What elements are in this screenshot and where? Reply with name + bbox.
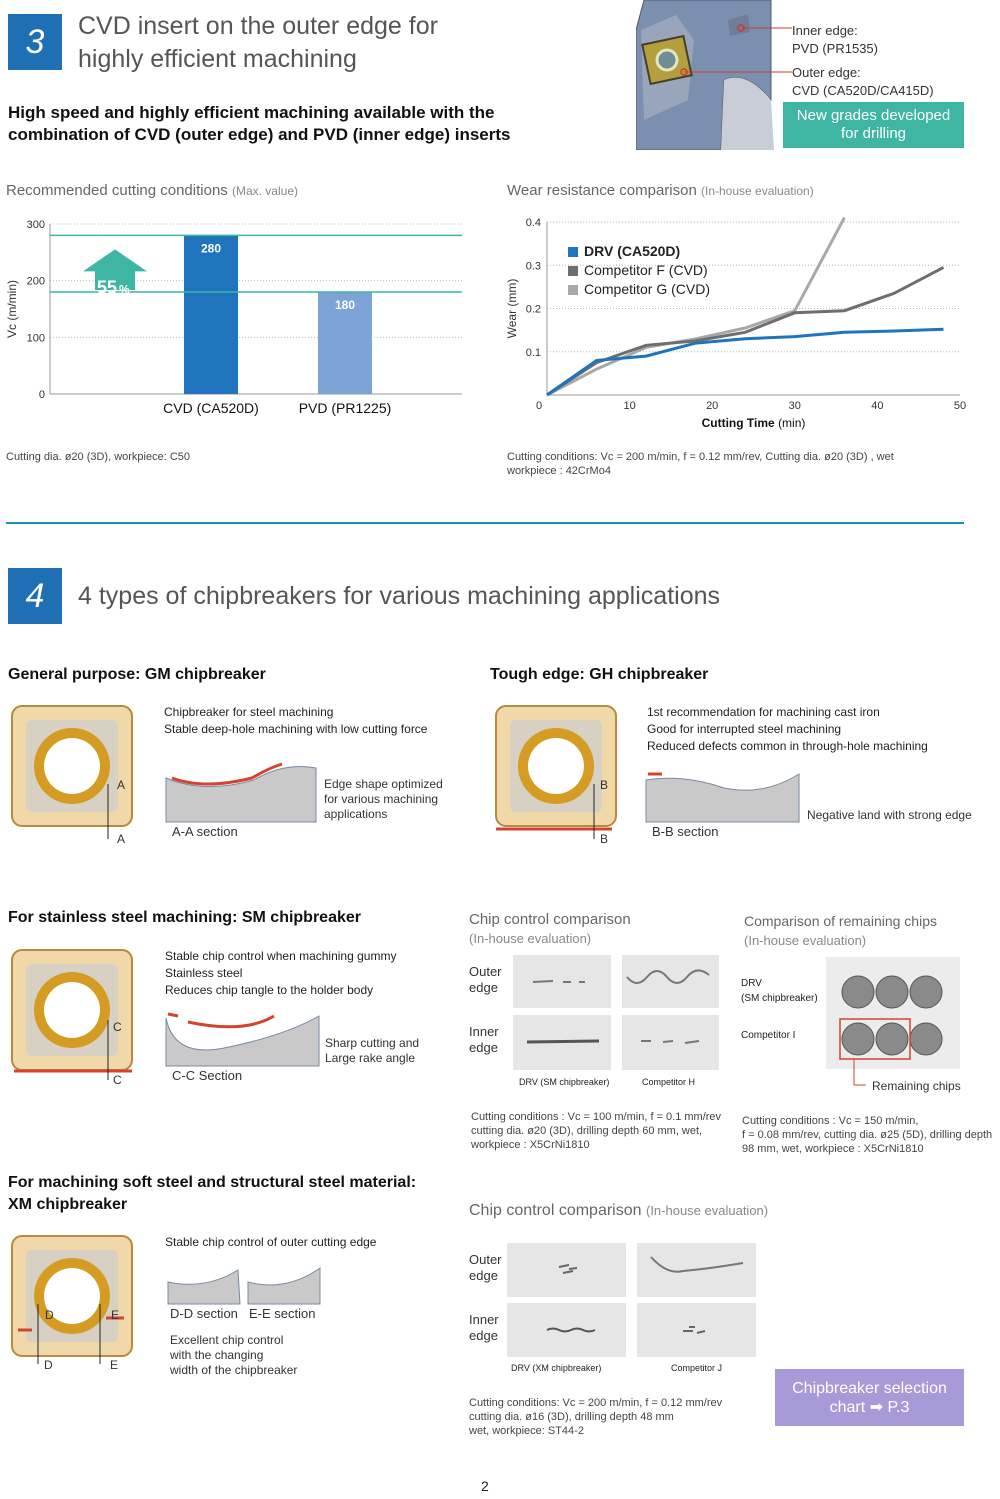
gh-desc-2: Good for interrupted steel machining bbox=[647, 722, 842, 736]
xm-heading bbox=[8, 1172, 416, 1216]
xm-heading-1: For machining soft steel and structural steel material: bbox=[8, 1174, 417, 1191]
section-3-title bbox=[78, 10, 438, 76]
increase-label: 55 bbox=[97, 277, 118, 298]
badge-line2: for drilling bbox=[840, 125, 907, 142]
x-axis-label-unit: (min) bbox=[778, 416, 806, 430]
sm-insert-image bbox=[10, 948, 140, 1088]
xm-note-1: Excellent chip control bbox=[170, 1333, 284, 1347]
x-tick-label: 10 bbox=[623, 400, 636, 412]
chart1-title: Recommended cutting conditions bbox=[6, 182, 228, 199]
y-tick-label: 200 bbox=[26, 275, 45, 288]
remain-subtitle: (In-house evaluation) bbox=[744, 933, 867, 948]
remain-note bbox=[742, 1114, 992, 1156]
chip-cmp-row1-a: Outer bbox=[469, 964, 502, 979]
selection-line1: Chipbreaker selection bbox=[792, 1380, 947, 1397]
chip-cmp2-note bbox=[469, 1396, 722, 1438]
chip-cmp2-title: Chip control comparison bbox=[469, 1202, 642, 1219]
x-tick-label: 30 bbox=[788, 400, 801, 412]
section-3-title-line2: highly efficient machining bbox=[78, 45, 357, 73]
chip-cmp2-row2 bbox=[469, 1312, 499, 1344]
new-grades-badge bbox=[783, 102, 964, 148]
section-number-3: 3 bbox=[8, 14, 62, 70]
x-tick-label: 40 bbox=[871, 400, 884, 412]
y-axis-label: Vc (m/min) bbox=[5, 280, 19, 338]
x-category-label: CVD (CA520D) bbox=[163, 400, 259, 416]
gm-note-1: Edge shape optimized bbox=[324, 777, 443, 791]
x-category-label: PVD (PR1225) bbox=[298, 400, 392, 416]
chip-cmp2-row2-a: Inner bbox=[469, 1312, 499, 1327]
y-tick-label: 0.3 bbox=[525, 260, 541, 273]
section-number-4: 4 bbox=[8, 568, 62, 624]
xm-section-d: D-D section bbox=[170, 1306, 238, 1321]
series-line bbox=[547, 329, 944, 395]
xm-section-e: E-E section bbox=[249, 1306, 316, 1321]
chip-cmp2-col1: DRV (XM chipbreaker) bbox=[511, 1363, 602, 1373]
gm-note-2: for various machining bbox=[324, 792, 439, 806]
chip-cmp-title: Chip control comparison bbox=[469, 911, 631, 928]
remain-row2: Competitor I bbox=[741, 1030, 796, 1041]
x-tick-label: 50 bbox=[953, 400, 967, 412]
xm-marker-d2: D bbox=[44, 1358, 53, 1372]
bar-chart bbox=[0, 212, 470, 422]
gm-note-3: applications bbox=[324, 807, 388, 821]
page-number: 2 bbox=[481, 1478, 489, 1494]
chip-cmp-subtitle: (In-house evaluation) bbox=[469, 931, 592, 946]
xm-description: Stable chip control of outer cutting edge bbox=[165, 1235, 377, 1249]
callout-lines bbox=[680, 20, 795, 80]
remain-row1 bbox=[741, 976, 818, 1006]
sm-marker-c1: C bbox=[113, 1020, 122, 1034]
gh-note: Negative land with strong edge bbox=[807, 808, 972, 822]
gm-heading: General purpose: GM chipbreaker bbox=[8, 666, 266, 683]
sm-section-profile bbox=[164, 1008, 322, 1068]
sm-heading: For stainless steel machining: SM chipbreaker bbox=[8, 909, 361, 926]
gh-marker-b1: B bbox=[600, 778, 609, 792]
chip-sketches-xm bbox=[507, 1243, 757, 1358]
chip-cmp-row2-a: Inner bbox=[469, 1024, 499, 1039]
callout-inner-edge bbox=[792, 22, 878, 58]
remain-note-2: f = 0.08 mm/rev, cutting dia. ø25 (5D), drilling depth bbox=[742, 1129, 993, 1141]
xm-marker-e2: E bbox=[110, 1358, 119, 1372]
sm-description bbox=[165, 948, 396, 999]
sm-note-1: Sharp cutting and bbox=[325, 1036, 420, 1050]
legend-swatch bbox=[568, 266, 578, 276]
gh-desc-3: Reduced defects common in through-hole machining bbox=[647, 739, 928, 753]
chip-cmp-note-1: Cutting conditions : Vc = 100 m/min, f = 0.1 mm/rev bbox=[471, 1111, 722, 1123]
gh-section-profile bbox=[644, 766, 802, 824]
sm-desc-2: Stainless steel bbox=[165, 966, 243, 980]
xm-heading-2: XM chipbreaker bbox=[8, 1196, 128, 1213]
chart1-note: Cutting dia. ø20 (3D), workpiece: C50 bbox=[6, 451, 191, 463]
gm-insert-image bbox=[10, 704, 140, 844]
legend-swatch bbox=[568, 285, 578, 295]
chip-cmp2-row1 bbox=[469, 1252, 502, 1284]
chip-cmp-note-3: workpiece : X5CrNi1810 bbox=[471, 1139, 590, 1151]
gm-section-label: A-A section bbox=[172, 824, 238, 839]
bar bbox=[184, 235, 238, 394]
chip-cmp2-note-3: wet, workpiece: ST44-2 bbox=[469, 1425, 584, 1437]
y-tick-label: 0.4 bbox=[525, 217, 541, 229]
x-tick-label: 0 bbox=[535, 400, 543, 412]
legend-label: Competitor F (CVD) bbox=[584, 262, 708, 278]
gm-section-profile bbox=[164, 758, 319, 824]
chip-cmp2-row1-a: Outer bbox=[469, 1252, 502, 1267]
remain-row1-b: (SM chipbreaker) bbox=[741, 993, 818, 1004]
gm-desc-2: Stable deep-hole machining with low cutting force bbox=[164, 722, 428, 736]
y-axis-label: Wear (mm) bbox=[505, 278, 519, 339]
chip-cmp-row2 bbox=[469, 1024, 499, 1056]
chip-cmp-heading bbox=[469, 910, 631, 948]
increase-unit: % bbox=[119, 282, 130, 297]
chip-cmp-col1: DRV (SM chipbreaker) bbox=[519, 1077, 610, 1087]
chip-cmp2-row2-b: edge bbox=[469, 1328, 498, 1343]
callout-outer-edge bbox=[792, 64, 934, 100]
section-divider bbox=[6, 522, 964, 524]
remain-note-3: 98 mm, wet, workpiece : X5CrNi1810 bbox=[742, 1143, 924, 1155]
chart1-heading bbox=[6, 182, 298, 199]
legend-label: DRV (CA520D) bbox=[584, 243, 681, 259]
remain-heading bbox=[744, 912, 937, 950]
chip-cmp-row1-b: edge bbox=[469, 980, 498, 995]
chip-cmp-note-2: cutting dia. ø20 (3D), drilling depth 60 mm, wet, bbox=[471, 1125, 703, 1137]
sm-note-2: Large rake angle bbox=[325, 1051, 416, 1065]
selection-line2: chart ➡ P.3 bbox=[829, 1399, 910, 1416]
sm-note bbox=[325, 1036, 419, 1066]
section-3-title-line1: CVD insert on the outer edge for bbox=[78, 12, 438, 40]
remaining-chips-photo bbox=[826, 957, 964, 1087]
chip-sketches-sm bbox=[513, 955, 719, 1070]
gm-marker-a2: A bbox=[117, 832, 126, 846]
lead-line1: High speed and highly efficient machining available with the bbox=[8, 103, 495, 122]
xm-insert-image bbox=[10, 1234, 140, 1374]
sm-marker-c2: C bbox=[113, 1073, 122, 1087]
chip-cmp-row1 bbox=[469, 964, 502, 996]
sm-desc-1: Stable chip control when machining gummy bbox=[165, 949, 397, 963]
sm-section-label: C-C Section bbox=[172, 1068, 243, 1083]
x-axis-label-text: Cutting Time bbox=[701, 416, 779, 430]
xm-marker-e1: E bbox=[111, 1308, 120, 1322]
section-4-title: 4 types of chipbreakers for various machining applications bbox=[78, 582, 721, 610]
xm-marker-d1: D bbox=[45, 1308, 54, 1322]
xm-note bbox=[170, 1333, 297, 1378]
bar-value-label: 280 bbox=[200, 241, 222, 256]
callout-inner-2: PVD (PR1535) bbox=[792, 41, 878, 56]
y-tick-label: 300 bbox=[26, 219, 45, 231]
bar-value-label: 180 bbox=[334, 298, 356, 312]
gh-heading: Tough edge: GH chipbreaker bbox=[490, 666, 709, 683]
chip-cmp2-note-1: Cutting conditions: Vc = 200 m/min, f = 0.12 mm/rev bbox=[469, 1397, 723, 1409]
chip-cmp2-row1-b: edge bbox=[469, 1268, 498, 1283]
xm-note-2: with the changing bbox=[170, 1348, 264, 1362]
chip-cmp-row2-b: edge bbox=[469, 1040, 498, 1055]
y-tick-label: 100 bbox=[26, 332, 45, 345]
gh-section-label: B-B section bbox=[652, 824, 719, 839]
callout-outer-1: Outer edge: bbox=[792, 65, 861, 80]
remain-row1-a: DRV bbox=[741, 978, 762, 989]
remain-title: Comparison of remaining chips bbox=[744, 913, 937, 929]
gm-note bbox=[324, 777, 443, 822]
chart2-heading bbox=[507, 182, 814, 199]
line-chart bbox=[500, 212, 970, 437]
chart2-subtitle: (In-house evaluation) bbox=[700, 184, 814, 198]
chipbreaker-selection-link[interactable] bbox=[775, 1369, 964, 1426]
gh-insert-image bbox=[494, 704, 624, 844]
section-3-lead bbox=[8, 102, 511, 146]
sm-desc-3: Reduces chip tangle to the holder body bbox=[165, 983, 374, 997]
y-tick-label: 0 bbox=[38, 389, 45, 401]
gh-marker-b2: B bbox=[600, 832, 609, 846]
callout-inner-1: Inner edge: bbox=[792, 23, 858, 38]
xm-note-3: width of the chipbreaker bbox=[170, 1363, 298, 1377]
chart2-note-2: workpiece : 42CrMo4 bbox=[507, 465, 611, 477]
chart2-note bbox=[507, 450, 894, 478]
legend-swatch bbox=[568, 247, 578, 257]
chip-cmp2-note-2: cutting dia. ø16 (3D), drilling depth 48 mm bbox=[469, 1411, 674, 1423]
chip-cmp2-subtitle: (In-house evaluation) bbox=[645, 1203, 769, 1218]
legend-label: Competitor G (CVD) bbox=[584, 281, 711, 297]
chip-cmp2-col2: Competitor J bbox=[671, 1363, 723, 1373]
chart2-title: Wear resistance comparison bbox=[507, 182, 697, 199]
y-tick-label: 0.1 bbox=[525, 346, 541, 359]
y-tick-label: 0.2 bbox=[525, 303, 541, 316]
remain-note-1: Cutting conditions : Vc = 150 m/min, bbox=[742, 1115, 919, 1127]
lead-line2: combination of CVD (outer edge) and PVD (inner edge) inserts bbox=[8, 125, 511, 144]
gh-description bbox=[647, 704, 928, 755]
xm-section-profiles bbox=[166, 1266, 326, 1306]
remain-callout: Remaining chips bbox=[872, 1079, 961, 1093]
gh-desc-1: 1st recommendation for machining cast iron bbox=[647, 705, 880, 719]
chart1-subtitle: (Max. value) bbox=[231, 184, 298, 198]
chip-cmp2-heading bbox=[469, 1202, 768, 1220]
chip-cmp-note bbox=[471, 1110, 721, 1152]
chip-cmp-col2: Competitor H bbox=[642, 1077, 696, 1087]
chart2-note-1: Cutting conditions: Vc = 200 m/min, f = 0.12 mm/rev, Cutting dia. ø20 (3D) , wet bbox=[507, 451, 894, 463]
x-axis-label bbox=[702, 416, 806, 430]
gm-marker-a1: A bbox=[117, 778, 126, 792]
callout-outer-2: CVD (CA520D/CA415D) bbox=[792, 83, 934, 98]
badge-line1: New grades developed bbox=[796, 107, 951, 124]
gm-desc-1: Chipbreaker for steel machining bbox=[164, 705, 334, 719]
x-tick-label: 20 bbox=[706, 400, 719, 412]
gm-description bbox=[164, 704, 427, 738]
